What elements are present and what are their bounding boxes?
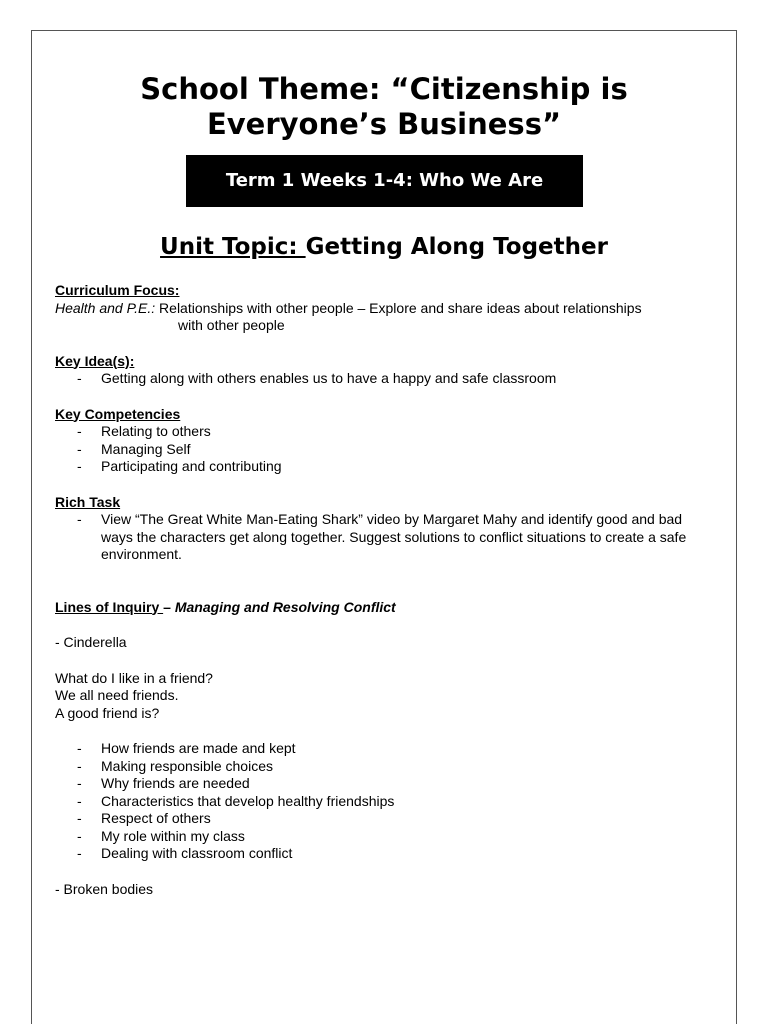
list-item: - Why friends are needed: [55, 775, 715, 793]
school-theme-title: [32, 72, 736, 142]
unit-topic-title: [32, 231, 736, 263]
key-ideas-section: [55, 353, 715, 388]
unit-topic-name: Getting Along Together: [305, 234, 608, 260]
rich-task-section: [55, 494, 715, 564]
key-competencies-list: [55, 423, 715, 476]
broken-bodies-line: - Broken bodies: [55, 880, 154, 897]
spacer: [55, 582, 715, 599]
spacer: [55, 722, 715, 740]
friend-question-2: We all need friends.: [55, 687, 179, 703]
key-competencies-section: [55, 406, 715, 476]
curriculum-focus-heading: Curriculum Focus:: [55, 282, 180, 298]
list-item: - Characteristics that develop healthy friendships: [55, 793, 715, 811]
list-item: - View “The Great White Man-Eating Shark” video by Margaret Mahy and identify good and bad ways the characters get along together. Suggest solutions to conflict situations to create a safe environment.: [55, 511, 715, 564]
curriculum-focus-section: [55, 282, 715, 335]
school-theme-line-1: School Theme: “Citizenship is: [140, 72, 628, 106]
school-theme-line-2: Everyone’s Business”: [206, 107, 562, 141]
spacer: [55, 616, 715, 634]
list-item: - Relating to others: [55, 423, 715, 441]
unit-topic-label: Unit Topic:: [160, 234, 306, 260]
spacer: [55, 863, 715, 881]
curriculum-subject: Health and P.E.:: [55, 299, 156, 316]
lines-of-inquiry-dash: –: [163, 598, 175, 615]
cinderella-line: - Cinderella: [55, 634, 127, 650]
list-item: - Getting along with others enables us to have a happy and safe classroom: [55, 370, 715, 388]
curriculum-focus-line-1: Relationships with other people – Explore and share ideas about relationships: [155, 299, 642, 316]
lines-of-inquiry-label: Lines of Inquiry: [55, 598, 164, 615]
list-item: - Participating and contributing: [55, 458, 715, 476]
lines-of-inquiry-section: [55, 599, 715, 899]
list-item: - My role within my class: [55, 828, 715, 846]
document-page: [31, 30, 737, 1024]
list-item: - Managing Self: [55, 441, 715, 459]
curriculum-focus-text: [55, 300, 715, 318]
list-item: - Dealing with classroom conflict: [55, 845, 715, 863]
rich-task-heading: Rich Task: [55, 493, 121, 510]
spacer: [55, 652, 715, 670]
list-item: - Making responsible choices: [55, 758, 715, 776]
list-item: - How friends are made and kept: [55, 740, 715, 758]
key-ideas-heading: Key Idea(s):: [55, 352, 135, 369]
lines-of-inquiry-heading: [55, 599, 715, 617]
term-banner: Term 1 Weeks 1-4: Who We Are: [186, 155, 583, 207]
lines-of-inquiry-subtitle: Managing and Resolving Conflict: [174, 598, 396, 615]
document-body: [55, 282, 715, 898]
friend-question-3: A good friend is?: [55, 704, 160, 721]
friend-question-1: What do I like in a friend?: [55, 669, 213, 686]
friendship-topics-list: [55, 740, 715, 863]
list-item: - Respect of others: [55, 810, 715, 828]
key-ideas-list: [55, 370, 715, 388]
rich-task-list: [55, 511, 715, 564]
curriculum-focus-line-2: with other people: [178, 317, 285, 333]
key-competencies-heading: Key Competencies: [55, 405, 181, 422]
